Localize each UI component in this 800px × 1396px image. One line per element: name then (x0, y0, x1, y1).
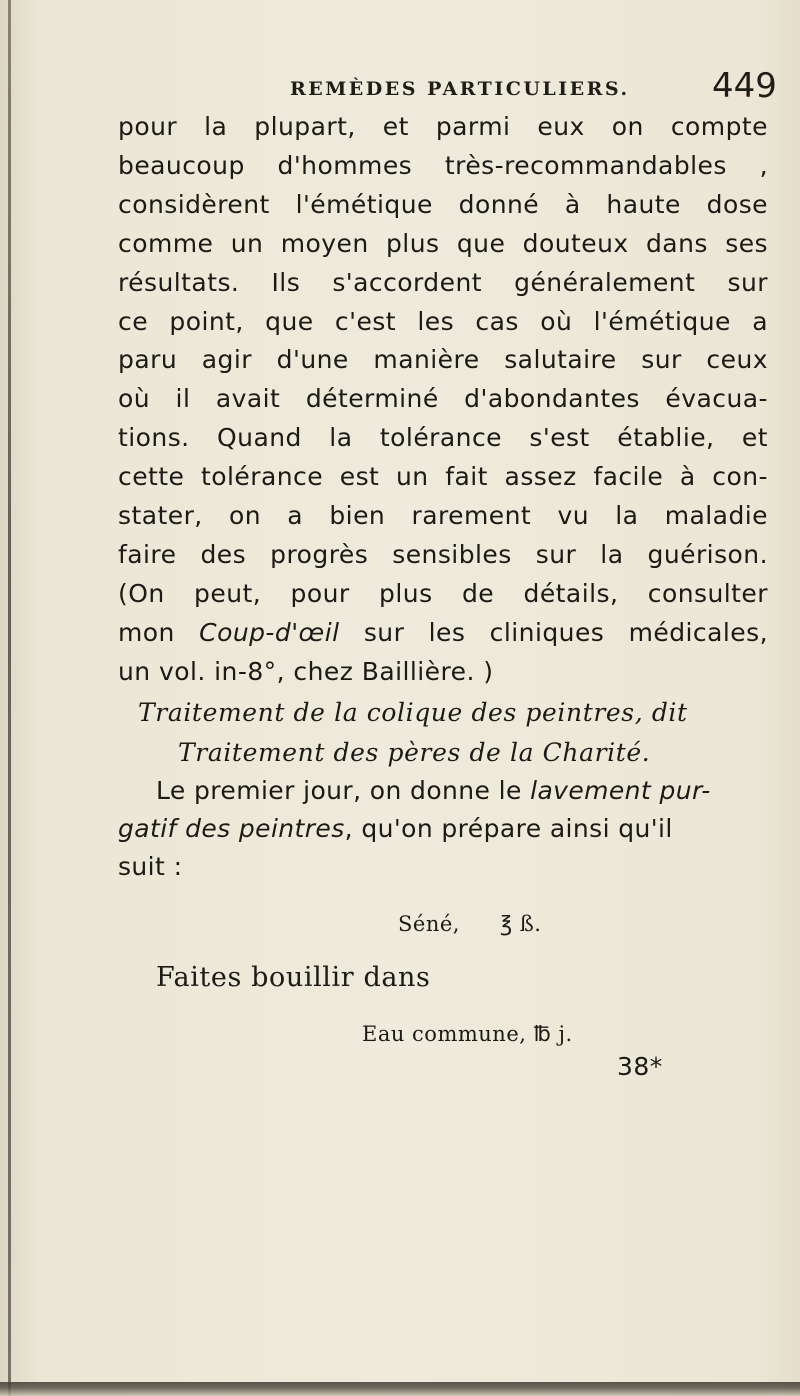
text-line (118, 614, 768, 653)
paragraph-1 (118, 108, 768, 692)
text-line: considèrent l'émétique donné à haute dose (118, 189, 768, 219)
text-line (156, 772, 768, 810)
text-line (118, 810, 768, 848)
text-line: cette tolérance est un fait assez facile à con- (118, 462, 768, 492)
text-fragment: mon (118, 617, 200, 647)
text-fragment: sur les cliniques médicales, (339, 617, 768, 647)
instruction-line: Faites bouillir dans (156, 962, 431, 993)
text-line: comme un moyen plus que douteux dans ses (118, 228, 768, 258)
text-line: résultats. Ils s'accordent généralement sur (118, 267, 768, 297)
italic-term: lavement pur- (530, 776, 711, 805)
text-line: beaucoup d'hommes très-recommandables , (118, 150, 768, 180)
text-line: tions. Quand la tolérance s'est établie, et (118, 423, 768, 453)
paragraph-2 (118, 772, 768, 886)
section-title-line-1: Traitement de la colique des peintres, dit (138, 698, 688, 727)
recipe-line-1 (398, 912, 541, 936)
section-title-line-2: Traitement des pères de la Charité. (178, 738, 651, 767)
book-title-italic: Coup-d'œil (199, 617, 340, 647)
page-left-edge (8, 0, 11, 1396)
signature-mark: 38* (617, 1052, 663, 1081)
text-fragment: Le premier jour, on donne le (156, 776, 531, 805)
text-line: ce point, que c'est les cas où l'émétique a (118, 306, 768, 336)
running-title: REMÈDES PARTICULIERS. (290, 78, 630, 100)
recipe-dose: ℥ ß. (499, 912, 542, 936)
recipe-line-2: Eau commune, ℔ j. (362, 1022, 573, 1046)
page-number: 449 (712, 66, 777, 106)
text-fragment: , qu'on prépare ainsi qu'il (344, 814, 673, 843)
text-line: (On peut, pour plus de détails, consulter (118, 578, 768, 608)
text-line: paru agir d'une manière salutaire sur ceux (118, 345, 768, 375)
text-line: pour la plupart, et parmi eux on compte (118, 112, 768, 141)
recipe-ingredient: Séné, (398, 912, 460, 936)
text-line: un vol. in-8°, chez Baillière. ) (118, 656, 494, 686)
italic-term: gatif des peintres (118, 814, 345, 843)
text-line: suit : (118, 852, 183, 881)
text-line: faire des progrès sensibles sur la guérison. (118, 539, 768, 569)
page-bottom-edge (0, 1382, 800, 1396)
text-line: stater, on a bien rarement vu la maladie (118, 501, 768, 531)
text-line: où il avait déterminé d'abondantes évacua- (118, 384, 768, 414)
